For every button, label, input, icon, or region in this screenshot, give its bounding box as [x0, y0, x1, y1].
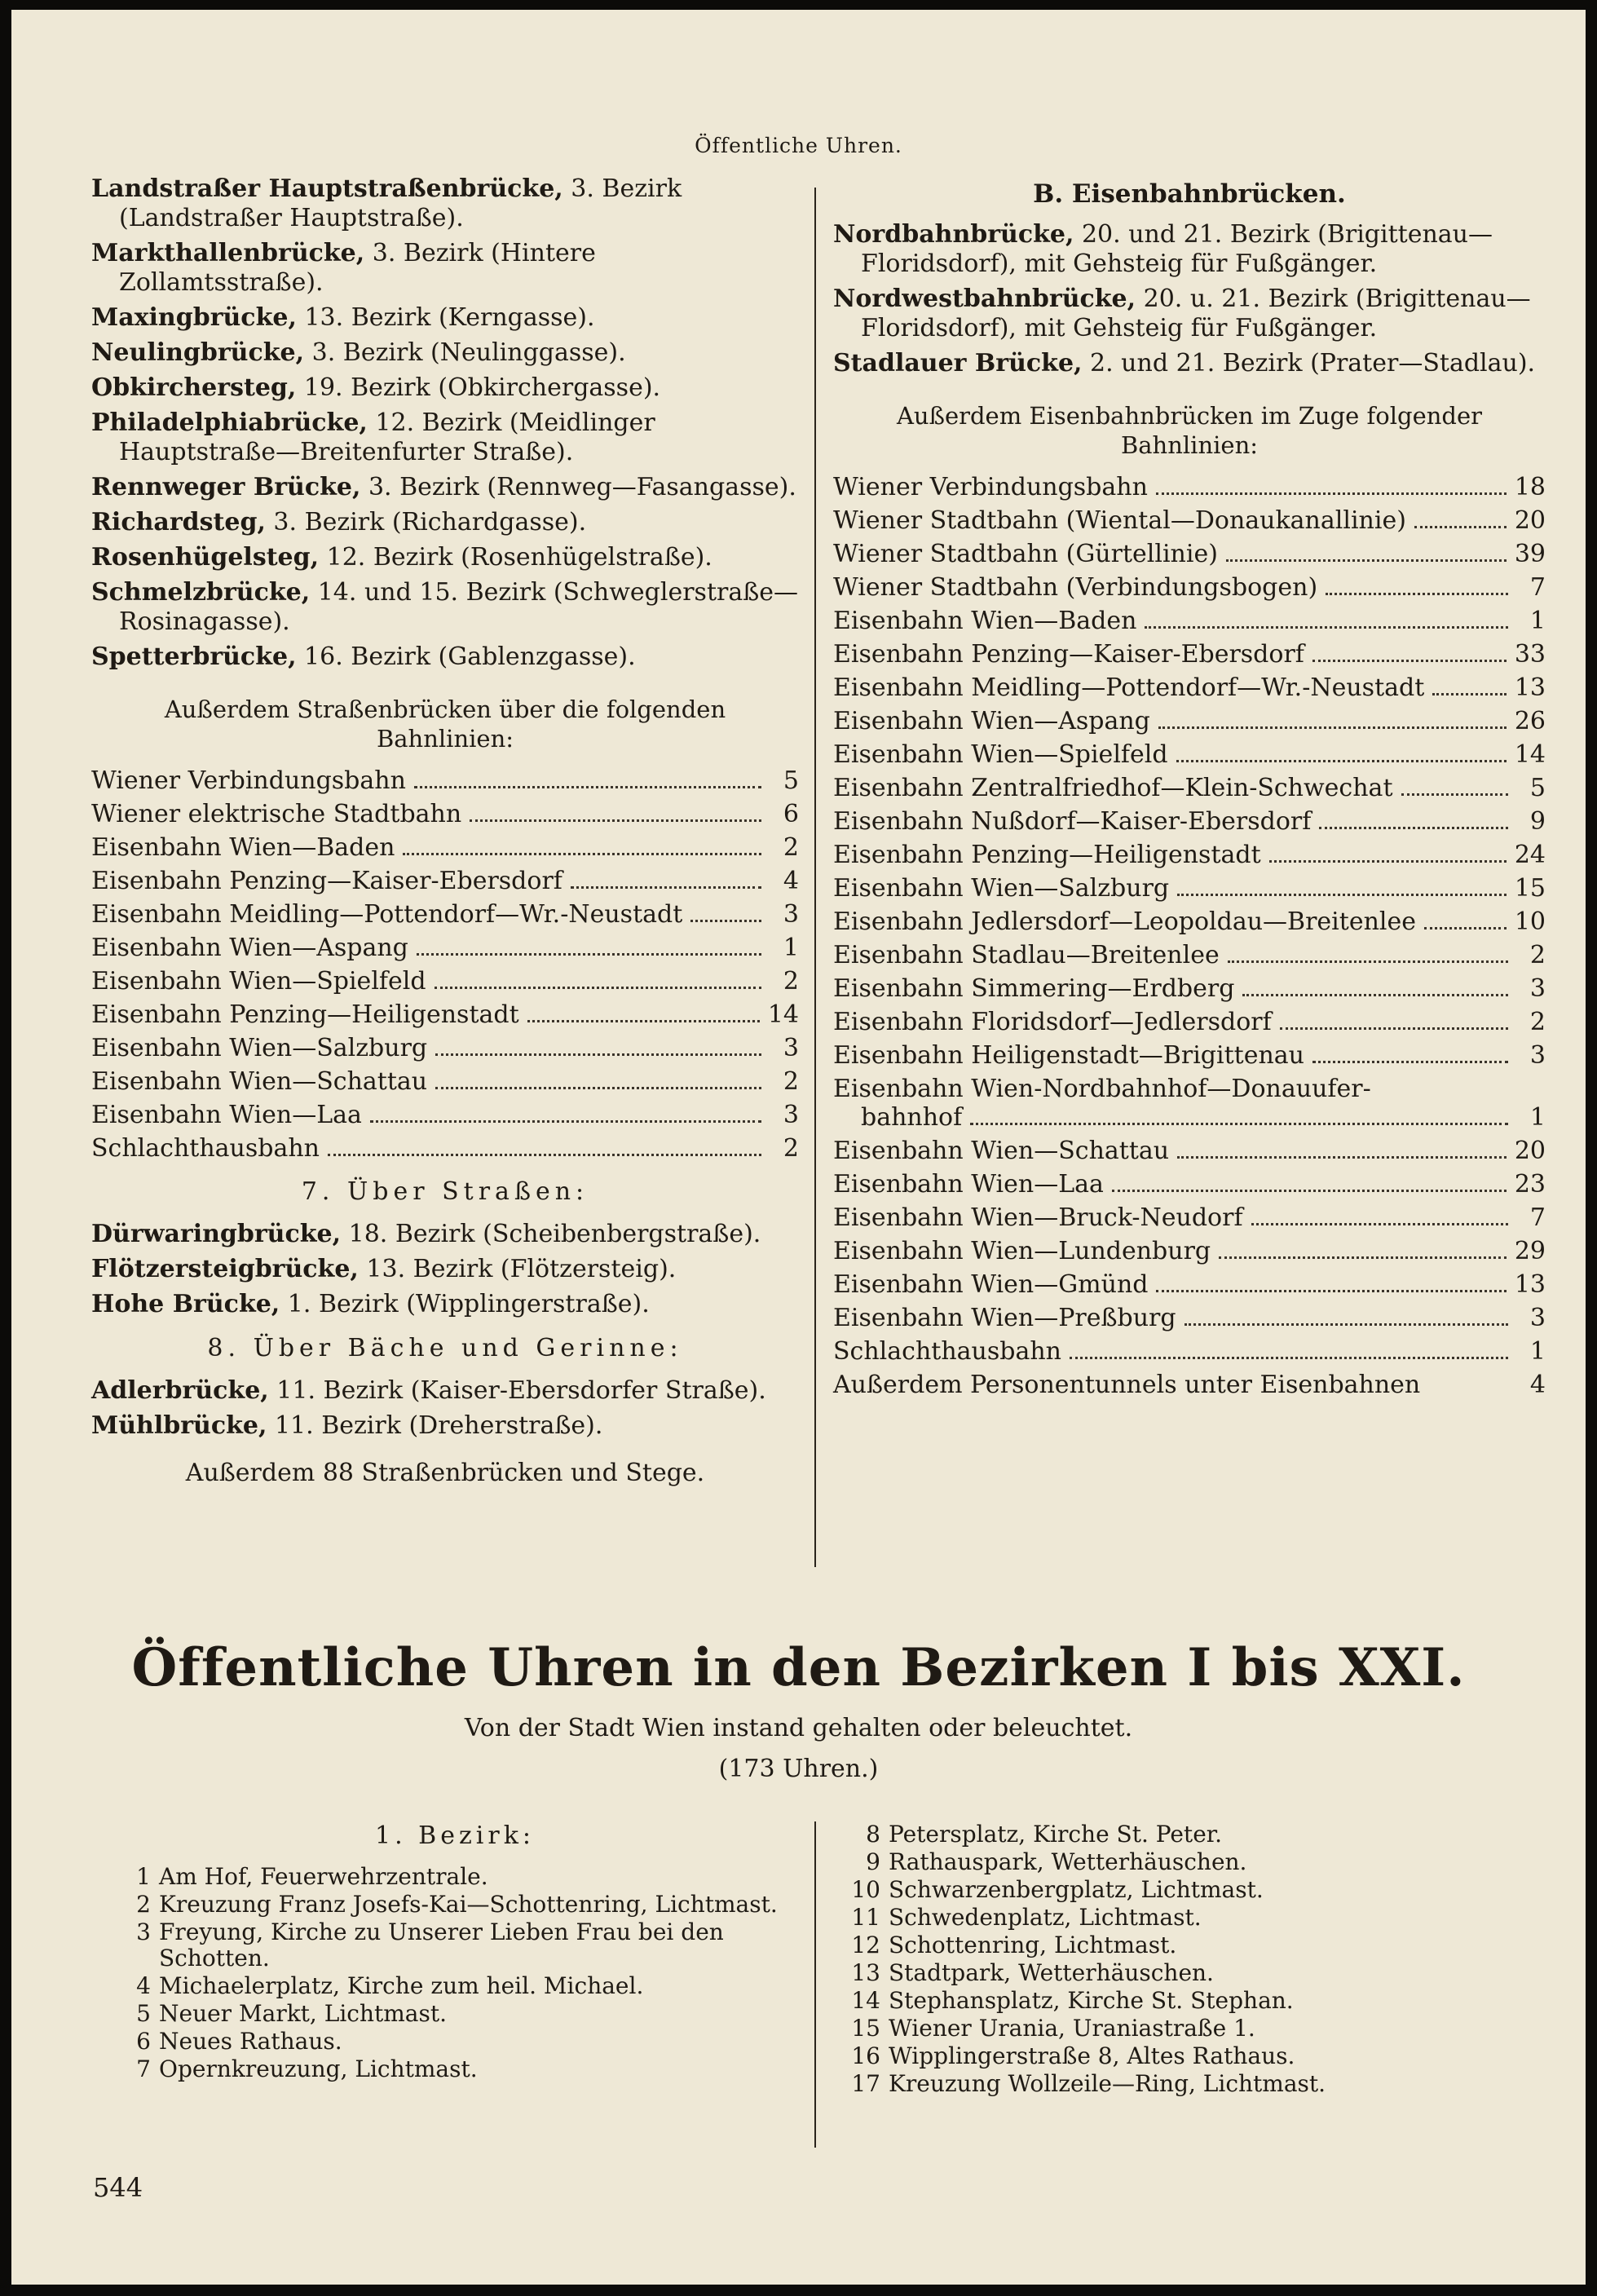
- clock-number: 12: [851, 1932, 880, 1958]
- clock-entry: [120, 1892, 790, 1918]
- rail-line-item: [833, 874, 1546, 903]
- clock-location: Neuer Markt, Lichtmast.: [159, 2000, 448, 2027]
- rail-line-item: [833, 573, 1546, 602]
- clock-number: 14: [851, 1987, 880, 2014]
- leader-dots: [1401, 793, 1509, 796]
- bridge-count: 4: [783, 867, 799, 895]
- rail-line-name: Eisenbahn Wien—Laa: [91, 1101, 362, 1129]
- page-number: 544: [93, 2172, 143, 2203]
- bridge-name: Rennweger Brücke,: [91, 473, 361, 501]
- rail-line-name: Außerdem Personentunnels unter Eisenbahnen: [833, 1371, 1421, 1399]
- clock-location: Freyung, Kirche zu Unserer Lieben Frau bei den Schotten.: [159, 1918, 724, 1971]
- leader-dots: [435, 1053, 761, 1056]
- bridge-detail: 13. Bezirk (Kerngasse).: [296, 303, 595, 332]
- bridge-name: Nordbahnbrücke,: [833, 220, 1074, 249]
- bridge-name: Spetterbrücke,: [91, 642, 297, 671]
- clocks-subtitle: Von der Stadt Wien instand gehalten oder beleuchtet.: [464, 1714, 1133, 1742]
- bridge-detail: 16. Bezirk (Gablenzgasse).: [296, 642, 636, 671]
- clock-entry: [849, 1905, 1518, 1931]
- rail-line-item: [833, 841, 1546, 869]
- leader-dots: [1312, 1061, 1508, 1063]
- bridge-entry: [91, 1220, 799, 1249]
- leader-dots: [1269, 860, 1507, 863]
- clock-entry: [120, 2056, 790, 2082]
- clock-entry: [120, 2001, 790, 2027]
- bridge-count: 26: [1514, 707, 1546, 735]
- bridge-entry: [91, 303, 799, 333]
- rail-line-item: [833, 1041, 1546, 1070]
- clock-number: 7: [136, 2055, 151, 2082]
- rail-line-name: Eisenbahn Penzing—Heiligenstadt: [833, 841, 1261, 869]
- column-divider: [814, 188, 816, 1567]
- rail-line-item: [833, 473, 1546, 501]
- clock-number: 13: [851, 1959, 880, 1986]
- bridge-name: Hohe Brücke,: [91, 1290, 280, 1318]
- rail-line-item: [91, 1101, 799, 1129]
- bridge-entry: [91, 642, 799, 672]
- clock-entry: [849, 2016, 1518, 2042]
- rail-lines-heading: Außerdem Straßenbrücken über die folgenden Bahnlinien:: [164, 695, 726, 753]
- bridge-detail: 19. Bezirk (Obkirchergasse).: [296, 373, 661, 402]
- bridge-detail: 20. und 21. Bezirk (Brigittenau—Floridsdorf), mit Gehsteig für Fußgänger.: [861, 220, 1493, 278]
- rail-line-name: Eisenbahn Wien—Bruck-Neudorf: [833, 1203, 1243, 1232]
- rail-line-item: [833, 1170, 1546, 1199]
- bridge-entry: [91, 338, 799, 368]
- leader-dots: [1177, 1156, 1507, 1159]
- rail-line-name: Eisenbahn Penzing—Heiligenstadt: [91, 1000, 519, 1029]
- rail-line-name: Eisenbahn Wien—Schattau: [91, 1067, 428, 1096]
- bridge-count: 2: [1529, 1008, 1546, 1036]
- bridge-detail: 14. und 15. Bezirk (Schweglerstraße—Rosinagasse).: [119, 578, 799, 636]
- rail-line-item: [91, 1134, 799, 1163]
- rail-line-item: [833, 941, 1546, 969]
- clock-entry: [849, 1821, 1518, 1848]
- bridge-count: 2: [783, 967, 799, 996]
- clock-number: 3: [136, 1918, 151, 1945]
- rail-line-item: [833, 1203, 1546, 1232]
- clock-number: 11: [851, 1904, 880, 1931]
- clock-entry: [120, 1864, 790, 1890]
- bridge-entry: [91, 1411, 799, 1441]
- clock-number: 6: [136, 2028, 151, 2055]
- bridge-detail: 1. Bezirk (Wipplingerstraße).: [280, 1290, 650, 1318]
- bridge-entry: [833, 285, 1546, 343]
- bridge-count: 14: [767, 1000, 799, 1029]
- bridge-count: 33: [1514, 640, 1546, 669]
- clock-entry: [120, 2029, 790, 2055]
- page: [11, 10, 1586, 2285]
- rail-line-name: Wiener Verbindungsbahn: [833, 473, 1148, 501]
- clock-location: Schwarzenbergplatz, Lichtmast.: [889, 1876, 1264, 1903]
- rail-line-name: Eisenbahn Wien—Aspang: [91, 934, 408, 962]
- leader-dots: [1177, 894, 1507, 896]
- bridge-count: 3: [783, 1034, 799, 1062]
- rail-line-item: [833, 540, 1546, 568]
- leader-dots: [571, 886, 761, 889]
- column-divider: [814, 1821, 816, 2148]
- bridge-count: 3: [783, 900, 799, 929]
- rail-line-name: Wiener Stadtbahn (Wiental—Donaukanallinie): [833, 506, 1406, 535]
- rail-line-item: [91, 867, 799, 895]
- leader-dots: [1319, 827, 1508, 829]
- clocks-title: Öffentliche Uhren in den Bezirken I bis XXI.: [131, 1637, 1466, 1698]
- bridge-name: Neulingbrücke,: [91, 338, 305, 367]
- bridge-count: 2: [783, 833, 799, 862]
- rail-line-name: Eisenbahn Wien—Gmünd: [833, 1270, 1149, 1299]
- leader-dots: [417, 953, 761, 956]
- clocks-left-column: [120, 1821, 790, 2084]
- bridge-count: 6: [783, 800, 799, 828]
- rail-line-name: Eisenbahn Wien—Salzburg: [833, 874, 1170, 903]
- clock-entry: [849, 1932, 1518, 1958]
- leader-dots: [690, 920, 761, 922]
- bridge-detail: 3. Bezirk (Richardgasse).: [265, 508, 587, 536]
- rail-line-name: Schlachthausbahn: [833, 1337, 1061, 1366]
- bridge-count: 2: [783, 1134, 799, 1163]
- bridge-count: 3: [1529, 1304, 1546, 1332]
- bridge-entry: [91, 1290, 799, 1319]
- rail-line-name: Eisenbahn Wien—Aspang: [833, 707, 1150, 735]
- leader-dots: [1156, 1290, 1506, 1292]
- bridge-count: 13: [1514, 1270, 1546, 1299]
- rail-line-item: [91, 1067, 799, 1096]
- clock-number: 4: [136, 1972, 151, 1999]
- district-heading: 1. Bezirk:: [375, 1821, 535, 1850]
- rail-line-name: Eisenbahn Nußdorf—Kaiser-Ebersdorf: [833, 807, 1312, 836]
- clock-number: 15: [851, 2015, 880, 2042]
- leader-dots: [470, 819, 761, 822]
- bridge-name: Philadelphiabrücke,: [91, 408, 368, 437]
- leader-dots: [1326, 593, 1508, 595]
- bridge-count: 5: [1529, 774, 1546, 802]
- bridge-count: 10: [1514, 907, 1546, 936]
- leader-dots: [970, 1123, 1508, 1125]
- bridge-count: 1: [783, 934, 799, 962]
- bridge-count: 20: [1514, 1137, 1546, 1165]
- rail-line-name: Eisenbahn Penzing—Kaiser-Ebersdorf: [833, 640, 1304, 669]
- bridge-count: 15: [1514, 874, 1546, 903]
- rail-line-item: [833, 1270, 1546, 1299]
- bridge-entry: [833, 349, 1546, 378]
- rail-line-name: Eisenbahn Heiligenstadt—Brigittenau: [833, 1041, 1304, 1070]
- bridge-count: 39: [1514, 540, 1546, 568]
- rail-line-name: Eisenbahn Wien—Spielfeld: [833, 740, 1168, 769]
- bridge-count: 20: [1514, 506, 1546, 535]
- bridge-detail: 12. Bezirk (Rosenhügelstraße).: [319, 543, 712, 572]
- rail-line-name: Eisenbahn Meidling—Pottendorf—Wr.-Neustadt: [833, 673, 1425, 702]
- bridge-entry: [833, 220, 1546, 279]
- right-column: [833, 174, 1546, 1404]
- leader-dots: [1185, 1323, 1508, 1326]
- rail-line-item: [91, 766, 799, 795]
- clock-number: 1: [136, 1863, 151, 1890]
- bridge-detail: 3. Bezirk (Hintere Zollamtsstraße).: [119, 239, 596, 297]
- bridge-name: Nordwestbahnbrücke,: [833, 285, 1136, 313]
- rail-line-item: [833, 974, 1546, 1003]
- bridge-name: Maxingbrücke,: [91, 303, 297, 332]
- leader-dots: [1070, 1357, 1508, 1359]
- clock-number: 16: [851, 2042, 880, 2069]
- rail-lines-heading: Außerdem Eisenbahnbrücken im Zuge folgender Bahnlinien:: [896, 402, 1483, 459]
- clock-location: Wiener Urania, Uraniastraße 1.: [889, 2015, 1255, 2042]
- bridge-detail: 11. Bezirk (Kaiser-Ebersdorfer Straße).: [268, 1376, 766, 1405]
- clock-number: 9: [866, 1848, 880, 1875]
- clock-entry: [849, 1988, 1518, 2014]
- clock-entry: [849, 2071, 1518, 2097]
- bridge-entry: [91, 473, 799, 502]
- clock-entry: [120, 1919, 790, 1971]
- rail-line-item: [91, 967, 799, 996]
- rail-line-item: [91, 900, 799, 929]
- leader-dots: [1251, 1223, 1508, 1225]
- rail-line-item: [91, 1034, 799, 1062]
- rail-line-name: Wiener Stadtbahn (Gürtellinie): [833, 540, 1218, 568]
- left-column: [91, 174, 799, 1488]
- rail-line-item: [833, 506, 1546, 535]
- leader-dots: [1145, 626, 1508, 629]
- clock-entry: [849, 1849, 1518, 1875]
- clock-entry: [849, 2043, 1518, 2069]
- road-bridge-list: [91, 174, 799, 672]
- bridge-count: 29: [1514, 1237, 1546, 1265]
- rail-line-name: Eisenbahn Meidling—Pottendorf—Wr.-Neustadt: [91, 900, 683, 929]
- rail-line-item: [833, 640, 1546, 669]
- rail-bridge-list: [833, 473, 1546, 1399]
- rail-line-name-continued: bahnhof: [861, 1103, 963, 1132]
- bridge-name: Landstraßer Hauptstraßenbrücke,: [91, 174, 563, 203]
- rail-line-name: Wiener elektrische Stadtbahn: [91, 800, 462, 828]
- bridge-entry: [91, 1376, 799, 1406]
- bridge-name: Adlerbrücke,: [91, 1376, 269, 1405]
- bridge-detail: 3. Bezirk (Neulinggasse).: [304, 338, 626, 367]
- leader-dots: [328, 1154, 761, 1156]
- leader-dots: [1242, 994, 1508, 996]
- bridge-detail: 2. und 21. Bezirk (Prater—Stadlau).: [1082, 349, 1536, 378]
- rail-line-name: Eisenbahn Floridsdorf—Jedlersdorf: [833, 1008, 1272, 1036]
- clock-location: Petersplatz, Kirche St. Peter.: [889, 1821, 1222, 1848]
- clock-location: Schwedenplatz, Lichtmast.: [889, 1904, 1202, 1931]
- rail-line-name: Eisenbahn Zentralfriedhof—Klein-Schwechat: [833, 774, 1393, 802]
- left-trailer-note: Außerdem 88 Straßenbrücken und Stege.: [185, 1459, 705, 1487]
- bridge-detail: 13. Bezirk (Flötzersteig).: [358, 1255, 677, 1283]
- bridge-detail: 12. Bezirk (Meidlinger Hauptstraße—Breitenfurter Straße).: [119, 408, 655, 466]
- rail-line-item: [833, 1304, 1546, 1332]
- bridge-name: Markthallenbrücke,: [91, 239, 365, 267]
- running-head: Öffentliche Uhren.: [695, 134, 902, 157]
- bridge-detail: 18. Bezirk (Scheibenbergstraße).: [341, 1220, 761, 1248]
- leader-dots: [1112, 1190, 1507, 1192]
- leader-dots: [527, 1020, 760, 1022]
- section-7-heading: 7. Über Straßen:: [301, 1177, 589, 1206]
- bridge-entry: [91, 174, 799, 233]
- rail-line-item: [833, 907, 1546, 936]
- clock-location: Schottenring, Lichtmast.: [889, 1932, 1177, 1958]
- rail-line-item: [833, 1371, 1546, 1399]
- bridge-entry: [91, 239, 799, 298]
- clock-location: Stephansplatz, Kirche St. Stephan.: [889, 1987, 1294, 2014]
- rail-line-item: [833, 807, 1546, 836]
- rail-line-name: Eisenbahn Simmering—Erdberg: [833, 974, 1235, 1003]
- clock-number: 5: [136, 2000, 151, 2027]
- rail-line-name: Wiener Stadtbahn (Verbindungsbogen): [833, 573, 1318, 602]
- clock-location: Michaelerplatz, Kirche zum heil. Michael.: [159, 1972, 644, 1999]
- bridge-count: 24: [1514, 841, 1546, 869]
- bridge-detail: 11. Bezirk (Dreherstraße).: [267, 1411, 603, 1440]
- rail-line-item: [91, 1000, 799, 1029]
- rail-line-item: [833, 707, 1546, 735]
- rail-line-name: Eisenbahn Wien—Baden: [91, 833, 395, 862]
- bridge-entry: [91, 508, 799, 537]
- leader-dots: [1219, 1256, 1507, 1259]
- bridge-count: 1: [1529, 1337, 1546, 1366]
- bridge-count: 13: [1514, 673, 1546, 702]
- bridge-detail: 3. Bezirk (Rennweg—Fasangasse).: [360, 473, 796, 501]
- rail-line-item: [833, 1237, 1546, 1265]
- leader-dots: [1280, 1027, 1508, 1030]
- rail-line-item: [91, 833, 799, 862]
- clocks-count: (173 Uhren.): [718, 1755, 879, 1783]
- section-8-heading: 8. Über Bäche und Gerinne:: [207, 1334, 683, 1362]
- bridge-count: 14: [1514, 740, 1546, 769]
- tunnel-count: 4: [1529, 1371, 1546, 1399]
- rail-line-name: Eisenbahn Wien—Baden: [833, 607, 1137, 635]
- leader-dots: [1424, 927, 1507, 929]
- rail-line-name: Eisenbahn Wien—Preßburg: [833, 1304, 1176, 1332]
- leader-dots: [1312, 660, 1507, 662]
- clocks-right-column: [849, 1821, 1518, 2099]
- bridge-entry: [91, 578, 799, 637]
- rail-line-name: Schlachthausbahn: [91, 1134, 320, 1163]
- bridge-entry: [91, 408, 799, 467]
- clock-location: Kreuzung Wollzeile—Ring, Lichtmast.: [889, 2070, 1326, 2097]
- clock-number: 2: [136, 1891, 151, 1918]
- rail-line-item: [91, 800, 799, 828]
- leader-dots: [1176, 760, 1507, 762]
- bridge-count: 1: [1529, 1103, 1546, 1132]
- road-over-rail-list: [91, 766, 799, 1163]
- bridge-name: Obkirchersteg,: [91, 373, 297, 402]
- bridge-name: Mühlbrücke,: [91, 1411, 267, 1440]
- leader-dots: [1158, 726, 1507, 729]
- leader-dots: [403, 853, 761, 855]
- rail-line-item: [833, 1008, 1546, 1036]
- rail-line-item-wrapped: [833, 1075, 1546, 1103]
- bridge-count: 3: [783, 1101, 799, 1129]
- bridge-name: Richardsteg,: [91, 508, 266, 536]
- bridge-count: 9: [1529, 807, 1546, 836]
- leader-dots: [1414, 526, 1507, 528]
- leader-dots: [1432, 693, 1507, 695]
- rail-line-item-continuation: [833, 1103, 1546, 1132]
- bridge-count: 7: [1529, 1203, 1546, 1232]
- clock-entry: [120, 1973, 790, 1999]
- bridge-count: 3: [1529, 1041, 1546, 1070]
- rail-line-item: [833, 673, 1546, 702]
- clock-location: Opernkreuzung, Lichtmast.: [159, 2055, 478, 2082]
- bridge-name: Schmelzbrücke,: [91, 578, 311, 607]
- rail-line-item: [833, 740, 1546, 769]
- leader-dots: [1226, 559, 1507, 562]
- clock-number: 8: [866, 1821, 880, 1848]
- bridge-count: 2: [783, 1067, 799, 1096]
- bridge-count: 2: [1529, 941, 1546, 969]
- leader-dots: [435, 987, 761, 989]
- rail-line-name: Eisenbahn Wien—Schattau: [833, 1137, 1170, 1165]
- rail-line-name: Wiener Verbindungsbahn: [91, 766, 406, 795]
- bridge-count: 3: [1529, 974, 1546, 1003]
- bridge-detail: 3. Bezirk (Landstraßer Hauptstraße).: [119, 174, 682, 232]
- bridge-count: 23: [1514, 1170, 1546, 1199]
- leader-dots: [370, 1120, 761, 1123]
- rail-line-name: Eisenbahn Stadlau—Breitenlee: [833, 941, 1220, 969]
- bridge-name: Stadlauer Brücke,: [833, 349, 1083, 378]
- rail-line-item: [833, 774, 1546, 802]
- bridge-name: Dürwaringbrücke,: [91, 1220, 342, 1248]
- bridge-entry: [91, 1255, 799, 1284]
- rail-line-name: Eisenbahn Penzing—Kaiser-Ebersdorf: [91, 867, 562, 895]
- rail-line-item: [833, 1337, 1546, 1366]
- rail-line-name: Eisenbahn Wien-Nordbahnhof—Donauufer-: [833, 1075, 1371, 1103]
- bridge-count: 7: [1529, 573, 1546, 602]
- bridge-name: Rosenhügelsteg,: [91, 543, 320, 572]
- clock-number: 10: [851, 1876, 880, 1903]
- rail-line-item: [833, 607, 1546, 635]
- bridge-name: Flötzersteigbrücke,: [91, 1255, 359, 1283]
- clock-location: Rathauspark, Wetterhäuschen.: [889, 1848, 1247, 1875]
- clock-location: Wipplingerstraße 8, Altes Rathaus.: [889, 2042, 1295, 2069]
- bridge-detail: 20. u. 21. Bezirk (Brigittenau—Floridsdorf), mit Gehsteig für Fußgänger.: [861, 285, 1531, 342]
- bridge-count: 1: [1529, 607, 1546, 635]
- rail-line-item: [91, 934, 799, 962]
- clock-location: Neues Rathaus.: [159, 2028, 342, 2055]
- rail-line-item: [833, 1137, 1546, 1165]
- clock-entry: [849, 1960, 1518, 1986]
- leader-dots: [1228, 960, 1508, 963]
- clock-number: 17: [851, 2070, 880, 2097]
- bridge-count: 5: [783, 766, 799, 795]
- clock-location: Stadtpark, Wetterhäuschen.: [889, 1959, 1214, 1986]
- rail-line-name: Eisenbahn Wien—Lundenburg: [833, 1237, 1211, 1265]
- clock-location: Kreuzung Franz Josefs-Kai—Schottenring, Lichtmast.: [159, 1891, 778, 1918]
- railway-bridges-heading: B. Eisenbahnbrücken.: [1033, 179, 1346, 209]
- clock-entry: [849, 1877, 1518, 1903]
- rail-line-name: Eisenbahn Wien—Salzburg: [91, 1034, 428, 1062]
- clock-location: Am Hof, Feuerwehrzentrale.: [159, 1863, 488, 1890]
- bridge-count: 18: [1514, 473, 1546, 501]
- leader-dots: [435, 1087, 761, 1089]
- leader-dots: [1156, 492, 1507, 495]
- rail-line-name: Eisenbahn Wien—Laa: [833, 1170, 1104, 1199]
- rail-line-name: Eisenbahn Jedlersdorf—Leopoldau—Breitenlee: [833, 907, 1416, 936]
- rail-line-name: Eisenbahn Wien—Spielfeld: [91, 967, 426, 996]
- bridge-entry: [91, 543, 799, 572]
- bridge-entry: [91, 373, 799, 403]
- leader-dots: [414, 786, 761, 788]
